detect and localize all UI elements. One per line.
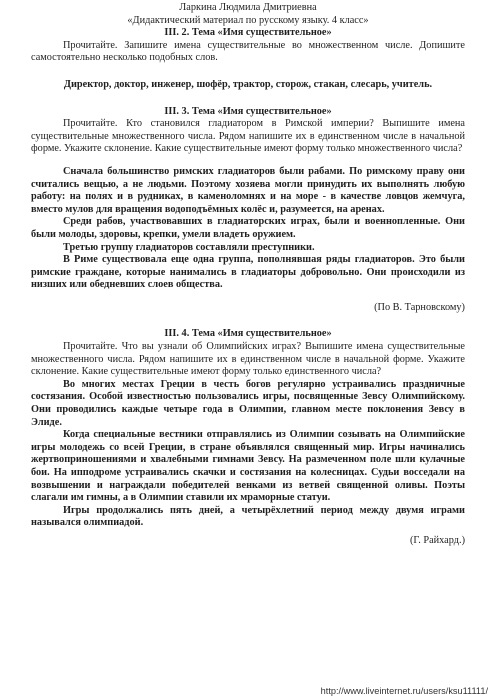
- section-4-paragraph-3: Игры продолжались пять дней, а четырёхлетний период между двумя играми назывался олимпиадой.: [31, 504, 465, 529]
- section-3-paragraph-1: Сначала большинство римских гладиаторов были рабами. По римскому праву они считались вещью, а не людьми. Поэтому хозяева могли принудить их выполнять любую работу: на полях и в рудниках, в каменоломнях и на море - в качестве ловцов жемчуга, вместо мулов для вращения водоподъёмных колёс и, разумеется, на аренах.: [31, 165, 465, 215]
- section-4-paragraph-2: Когда специальные вестники отправлялись из Олимпии созывать на Олимпийские игры молодежь со всей Греции, в стране объявлялся священный мир. Игры начинались жертвоприношениями и хвалебными гимнами Зевсу. На размеченном поле шли кулачные бои. На ипподроме устраивались скачки и состязания на колесницах. Судьи восседали на возвышении и награждали победителей венками из ветвей священной оливы. Поэты слагали им гимны, а в Олимпии ставили их мраморные статуи.: [31, 429, 465, 504]
- section-4-paragraph-1: Во многих местах Греции в честь богов регулярно устраивались праздничные состязания. Особой известностью пользовались игры, посвященные Зевсу Олимпийскому. Они проводились каждые четыре года в Олимпии, главном месте поклонения Зевсу в Элиде.: [31, 378, 465, 428]
- book-title: «Дидактический материал по русскому языку. 4 класс»: [127, 14, 369, 26]
- section-3-title: III. 3. Тема «Имя существительное»: [164, 105, 332, 117]
- section-3-paragraph-4: В Риме существовала еще одна группа, пополнявшая ряды гладиаторов. Это были римские граждане, которые нанимались в гладиаторы добровольно. Они происходили из низших или обедневших слоев общества.: [31, 254, 465, 291]
- section-4-title: III. 4. Тема «Имя существительное»: [164, 328, 332, 340]
- watermark-url: http://www.liveinternet.ru/users/ksu11111/: [320, 686, 488, 696]
- section-3-paragraph-3: Третью группу гладиаторов составляли преступники.: [63, 241, 315, 253]
- section-3-paragraph-2: Среди рабов, участвовавших в гладиаторских играх, были и военнопленные. Они были молоды, здоровы, крепки, умели владеть оружием.: [31, 216, 465, 240]
- section-2-title: III. 2. Тема «Имя существительное»: [164, 27, 332, 39]
- section-4-source: (Г. Райхард.): [409, 534, 465, 546]
- author-name: Ларкина Людмила Дмитриевна: [179, 2, 317, 13]
- section-3-task: Прочитайте. Кто становился гладиатором в Римской империи? Выпишите имена существительные множественного числа. Рядом напишите их в единственном числе в начальной форме. Укажите склонение. Какие существительные имеют форму только множественного числа?: [31, 118, 465, 155]
- section-2-task: Прочитайте. Запишите имена существительные во множественном числе. Допишите самостоятельно несколько подобных слов.: [31, 39, 465, 64]
- section-4-task: Прочитайте. Что вы узнали об Олимпийских играх? Выпишите имена существительные множественного числа. Рядом напишите их в единственном числе в начальной форме. Укажите склонение. Какие существительные имеют форму только единственного числа?: [31, 341, 465, 378]
- section-2-word-list: Директор, доктор, инженер, шофёр, трактор, сторож, стакан, слесарь, учитель.: [63, 78, 433, 90]
- section-3-source: (По В. Тарновскому): [374, 301, 465, 313]
